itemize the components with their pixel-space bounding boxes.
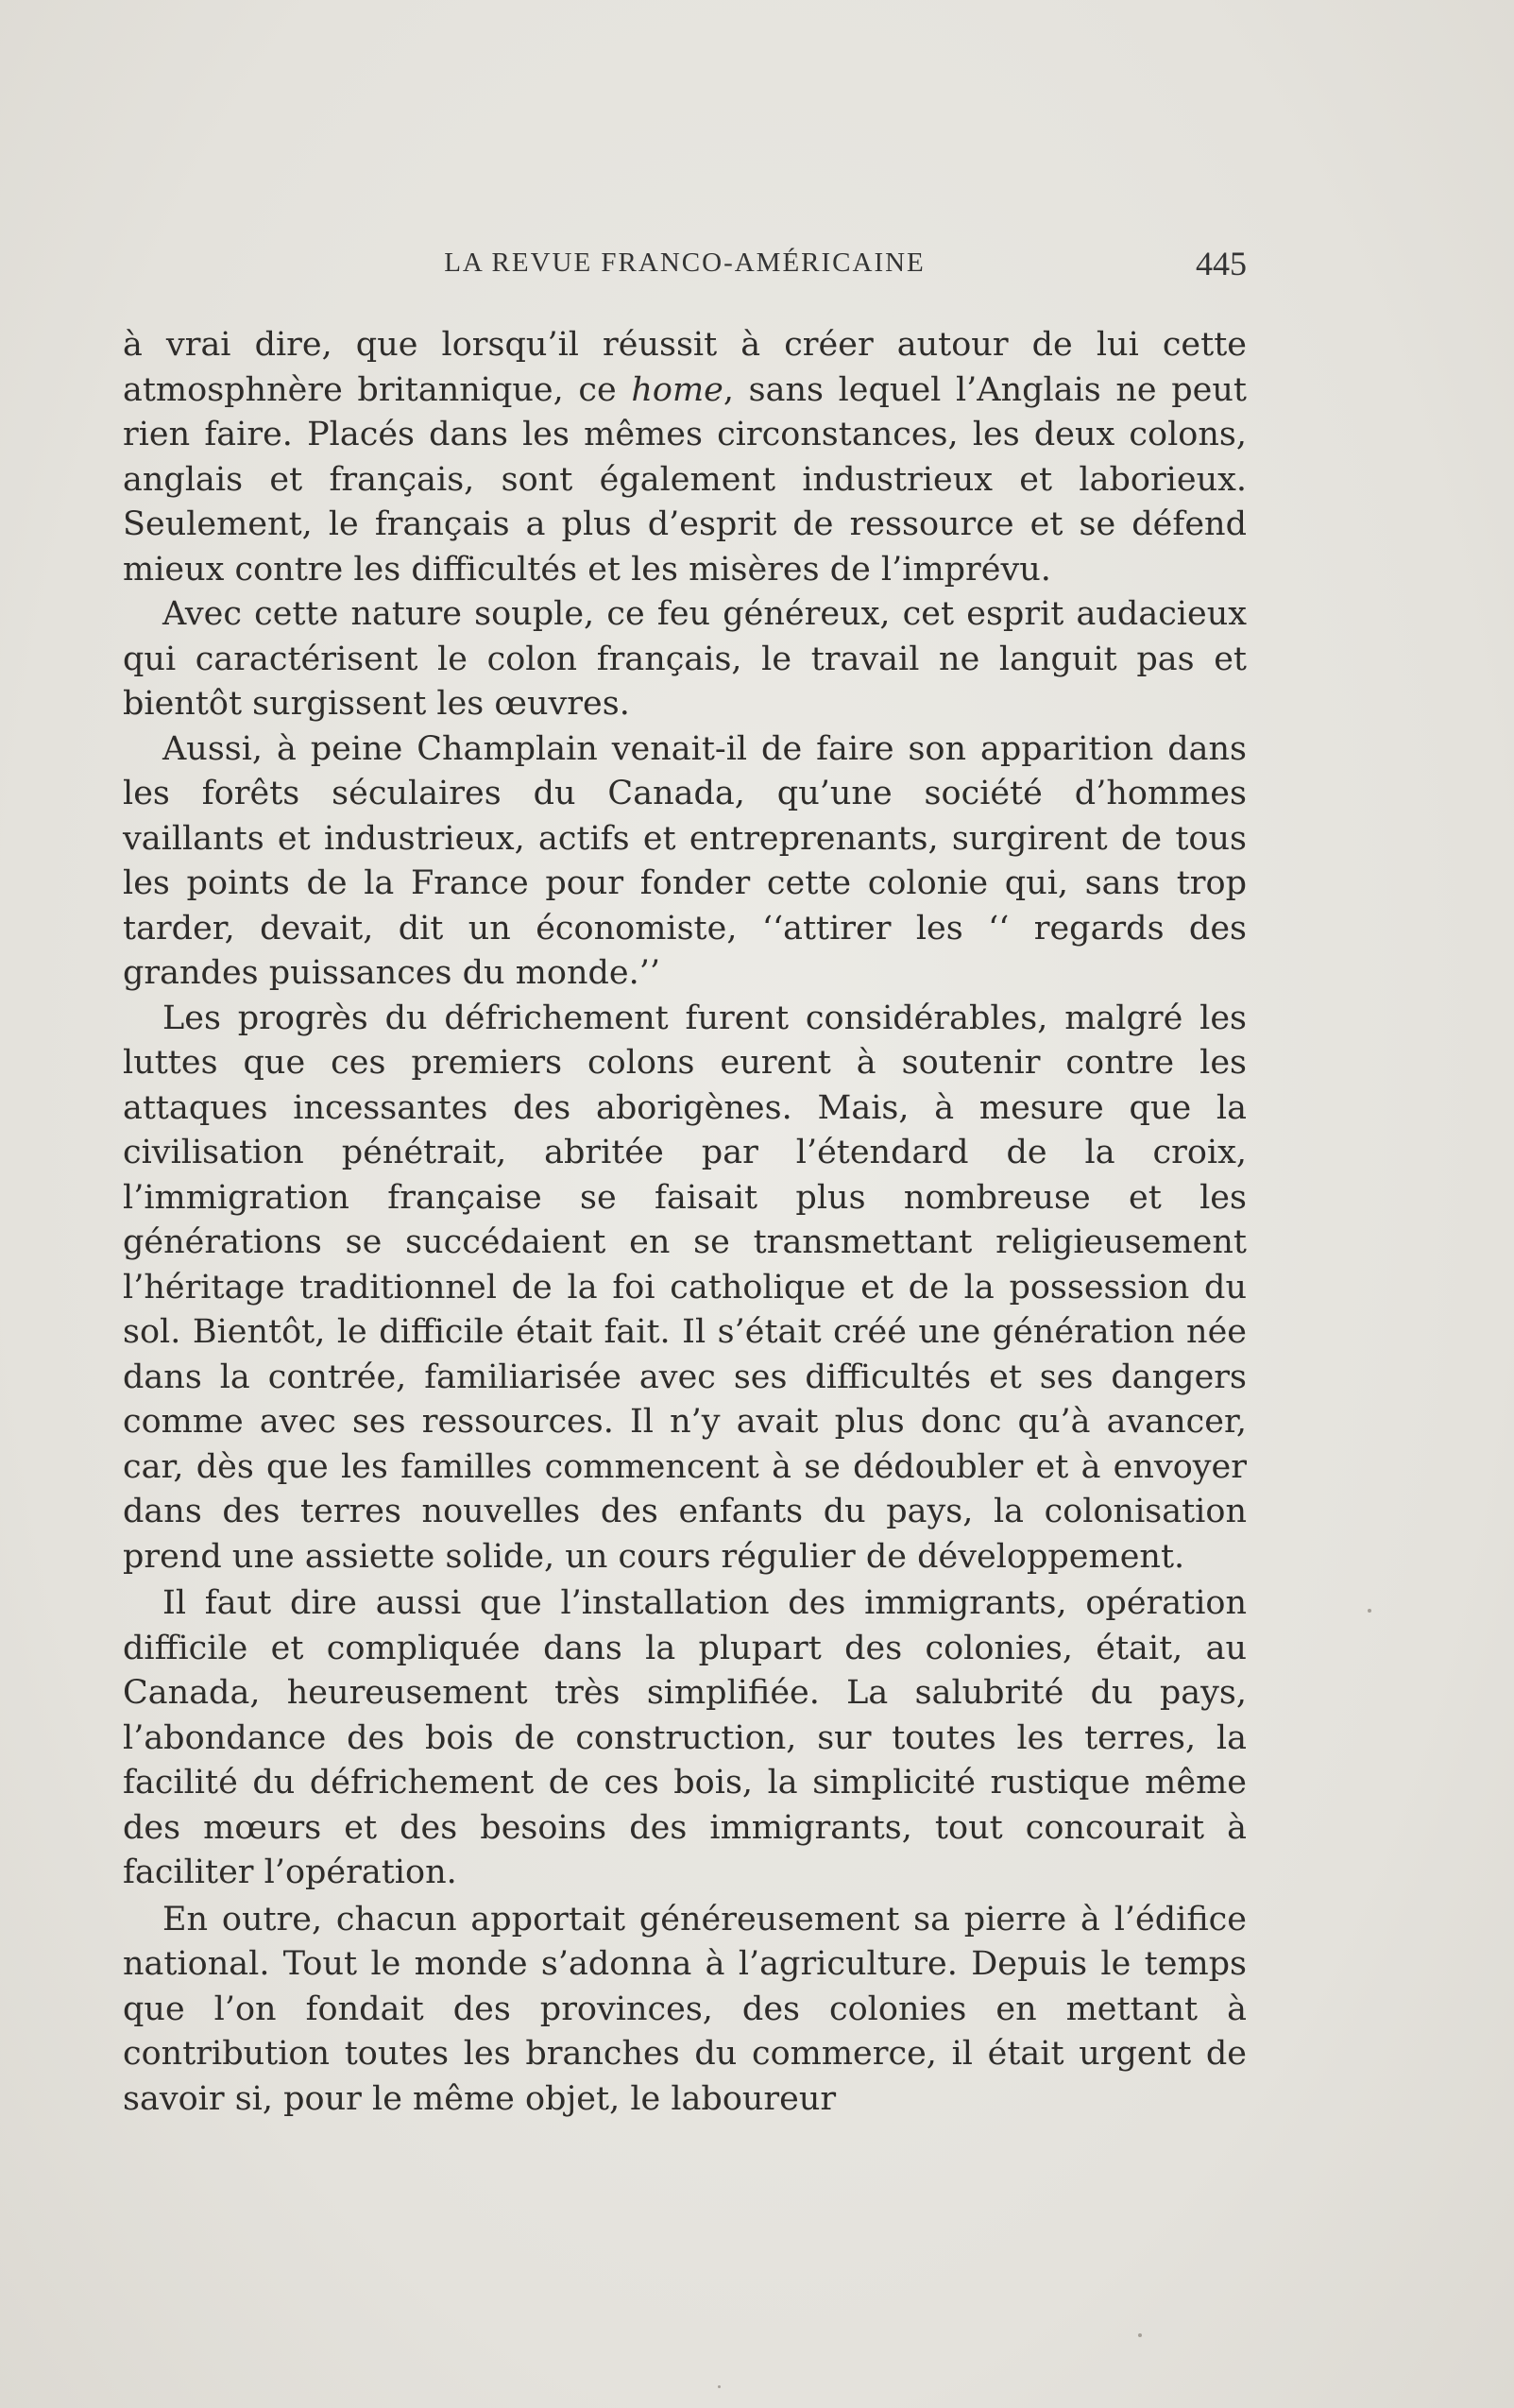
italic-word-home: home (631, 370, 723, 409)
paragraph-text-after-italic: , sans lequel l’Anglais ne peut rien faire. Placés dans les mêmes circonstances, les deux colons, anglais et français, sont également industrieux et laborieux. Seulement, le français a plus d’esprit de ressource et se défend mieux contre les difficultés et les misères de l’imprévu. (123, 370, 1247, 589)
paragraph: En outre, chacun apportait généreusement sa pierre à l’édifice national. Tout le monde s’adonna à l’agriculture. Depuis le temps que l’on fondait des provinces, des colonies en mettant à contribution toutes les branches du commerce, il était urgent de savoir si, pour le même objet, le laboureur (123, 1900, 1247, 2118)
running-header (123, 242, 1247, 289)
paragraph: Aussi, à peine Champlain venait-il de faire son apparition dans les forêts séculaires du Canada, qu’une société d’hommes vaillants et industrieux, actifs et entreprenants, surgirent de tous les points de la France pour fonder cette colonie qui, sans trop tarder, devait, dit un économiste, ‘‘attirer les ‘‘ regards des grandes puissances du monde.’’ (123, 729, 1247, 992)
paragraph: Avec cette nature souple, ce feu généreux, cet esprit audacieux qui caractérisent le colon français, le travail ne languit pas et bientôt surgissent les œuvres. (123, 595, 1247, 723)
page-number: 445 (1196, 245, 1247, 282)
paper-speck (718, 2385, 721, 2388)
paper-speck (1138, 2333, 1142, 2337)
paragraph: Les progrès du défrichement furent considérables, malgré les luttes que ces premiers colons eurent à soutenir contre les attaques incessantes des aborigènes. Mais, à mesure que la civilisation pénétrait, abritée par l’étendard de la croix, l’immigration française se faisait plus nombreuse et les générations se succédaient en se transmettant religieusement l’héritage traditionnel de la foi catholique et de la possession du sol. Bientôt, le difficile était fait. Il s’était créé une génération née dans la contrée, familiarisée avec ses difficultés et ses dangers comme avec ses ressources. Il n’y avait plus donc qu’à avancer, car, dès que les familles commencent à se dédoubler et à envoyer dans des terres nouvelles des enfants du pays, la colonisation prend une assiette solide, un cours régulier de développement. (123, 999, 1247, 1576)
paragraph: Il faut dire aussi que l’installation des immigrants, opération difficile et compliquée dans la plupart des colonies, était, au Canada, heureusement très simplifiée. La salubrité du pays, l’abondance des bois de construction, sur toutes les terres, la facilité du défrichement de ces bois, la simplicité rustique même des mœurs et des besoins des immigrants, tout concourait à faciliter l’opération. (123, 1584, 1247, 1891)
paper-speck (1368, 1609, 1371, 1613)
paragraph-text-before-italic: à vrai dire, que lorsqu’il réussit à créer autour de lui cette atmosphnère britannique, ce (123, 326, 1247, 409)
paragraph-continuation (123, 323, 1247, 592)
body-text (123, 323, 1247, 2122)
running-title: LA REVUE FRANCO-AMÉRICAINE (444, 248, 926, 278)
